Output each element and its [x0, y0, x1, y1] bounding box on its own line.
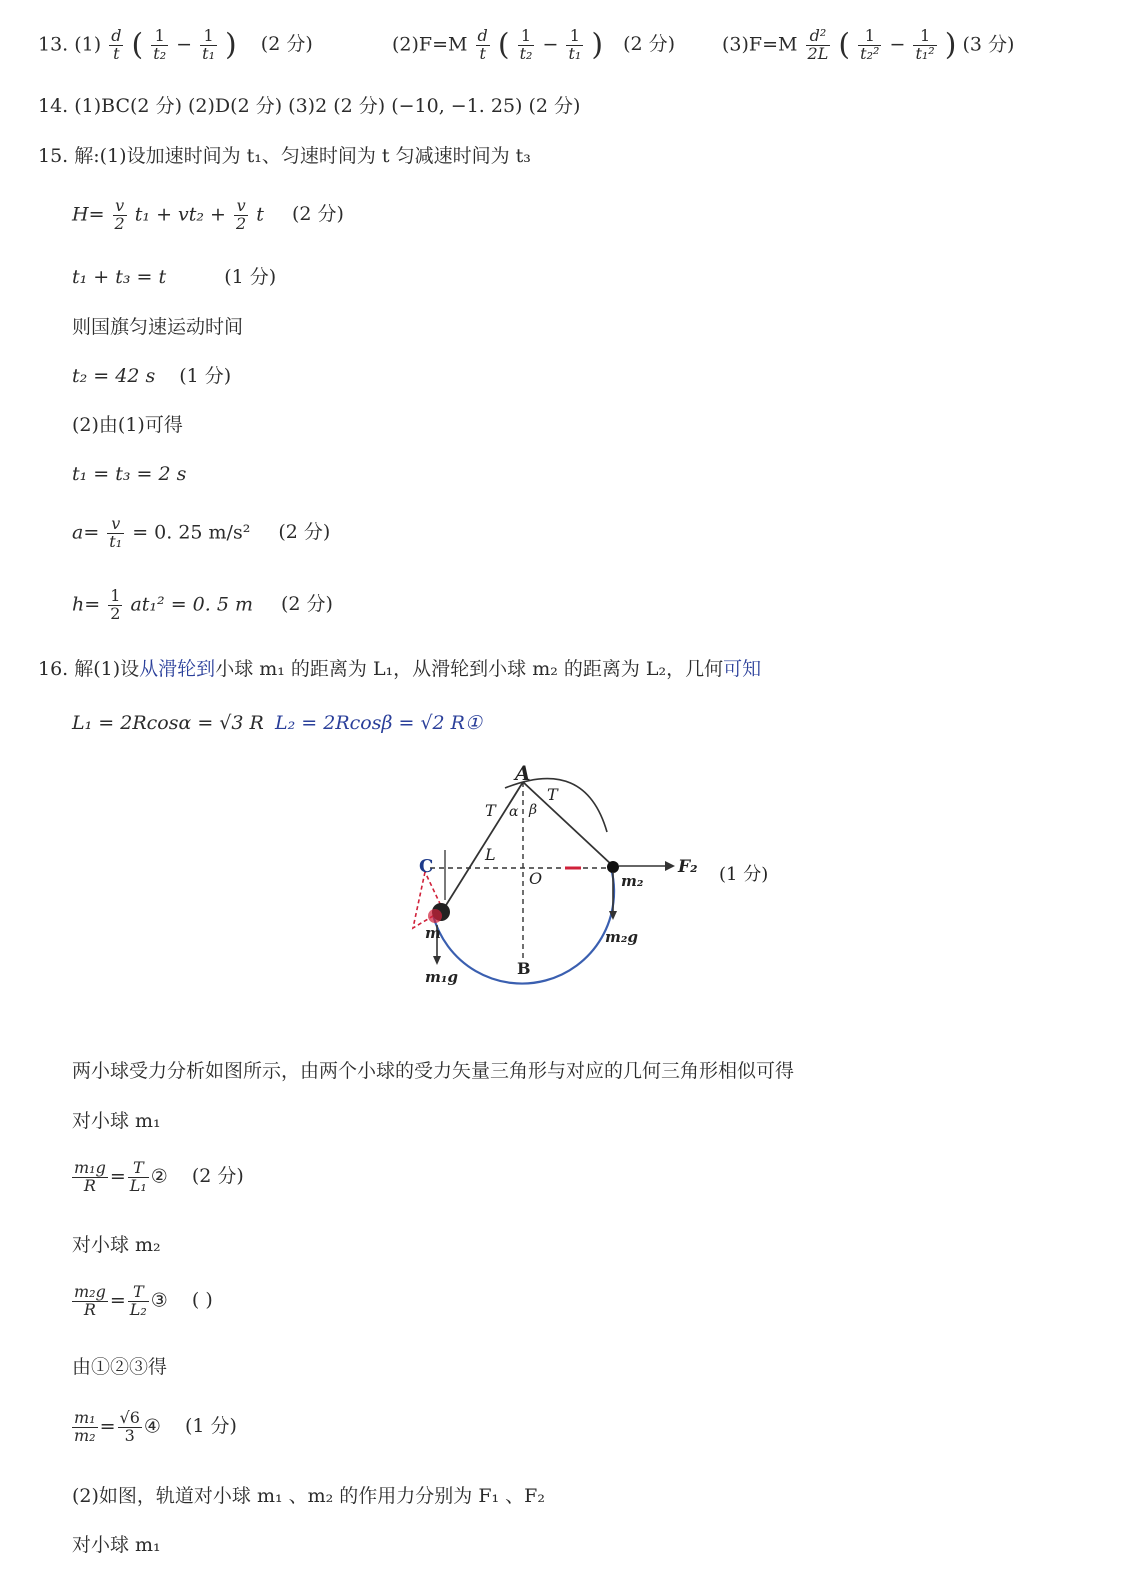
label-B: B: [517, 959, 531, 978]
ball-m1-highlight: [428, 909, 442, 923]
q16-part2: (2)如图，轨道对小球 m₁ 、m₂ 的作用力分别为 F₁ 、F₂: [72, 1485, 545, 1507]
q15-eq1-frac2: $\frac{v}{2}$: [236, 196, 247, 233]
q15-eq6-frac: $\frac{1}{2}$: [110, 586, 121, 623]
q13-p2-frac-a: $\frac{1}{\text{t₂}}$: [519, 26, 533, 63]
f2-arrowhead: [665, 861, 675, 871]
q15-eq5-score: (2 分): [278, 521, 331, 544]
rope-to-m2: [523, 782, 613, 866]
m1g-arrowhead: [433, 956, 441, 965]
q13-label: 13. (1): [38, 33, 102, 56]
q13-part3: (3)F=M $\frac{\text{d²}}{2L}$ ( $\frac{1}{\text{t₂²}}$ − $\frac{1}{\text{t₁²}}$ ) (3 分): [722, 26, 1015, 63]
label-m2: m₂: [621, 872, 644, 890]
q15-eq2: t₁ + t₃ = t (1 分): [72, 266, 277, 288]
q15-eq1-frac1: $\frac{v}{2}$: [114, 196, 125, 233]
q13-p2-fraction: $\frac{d}{t}$: [477, 26, 488, 63]
q16-eq4-frac2: $\frac{T}{\text{L₂}}$: [129, 1282, 147, 1319]
q13-p2-frac-b: $\frac{1}{\text{t₁}}$: [568, 26, 582, 63]
ball-m2: [607, 861, 619, 873]
q13-p3-frac-b: $\frac{1}{\text{t₁²}}$: [915, 26, 935, 63]
q16-from: 由①②③得: [72, 1356, 168, 1378]
q15-eq2-score: (1 分): [224, 266, 277, 288]
q16-eq4-frac1: $\frac{\text{m₂g}}{R}$: [74, 1282, 106, 1319]
q15-eq3-score: (1 分): [179, 365, 232, 387]
q16-eq3-frac2: $\frac{T}{\text{L₁}}$: [129, 1158, 147, 1195]
label-C: C: [419, 856, 434, 877]
q16-for-m2: 对小球 m₂: [72, 1234, 161, 1256]
q15-eq3: t₂ = 42 s (1 分): [72, 365, 232, 387]
label-L: L: [485, 845, 496, 864]
q16-eq5: $\frac{\text{m₁}}{\text{m₂}}$ = $\frac{√6}{3}$ ④ (1 分): [74, 1408, 237, 1445]
q13-p1-frac-b: $\frac{1}{\text{t₁}}$: [202, 26, 215, 63]
q16-eq2: L₂ = 2Rcosβ = √2 R①: [275, 712, 483, 734]
label-T-left: T: [485, 801, 496, 820]
q15-eq1-score: (2 分): [291, 203, 344, 226]
label-T-right: T: [547, 785, 558, 804]
q13-p3-frac-a: $\frac{1}{\text{t₂²}}$: [860, 26, 880, 63]
q13-p2-score: (2 分): [623, 33, 676, 56]
pulley-circle-diagram: [385, 760, 805, 1000]
label-alpha: α: [509, 804, 519, 820]
q13-p1-score: (2 分): [260, 33, 313, 56]
q16-eq5-frac1: $\frac{\text{m₁}}{\text{m₂}}$: [74, 1408, 96, 1445]
q15-eq5-frac: $\frac{v}{\text{t₁}}$: [109, 514, 123, 551]
label-O: O: [529, 869, 543, 888]
q13-p1-frac-a: $\frac{1}{\text{t₂}}$: [153, 26, 167, 63]
q15-eq5: a= $\frac{v}{\text{t₁}}$ = 0. 25 m/s² (2 分): [72, 514, 331, 551]
q15-intro: 15. 解:(1)设加速时间为 t₁、匀速时间为 t 匀减速时间为 t₃: [38, 145, 531, 167]
q14-line: 14. (1)BC(2 分) (2)D(2 分) (3)2 (2 分) (−10, −1. 25) (2 分): [38, 95, 581, 117]
q16-for-m1-b: 对小球 m₁: [72, 1534, 161, 1556]
q16-eq5-score: (1 分): [184, 1415, 237, 1438]
label-beta: β: [529, 802, 538, 818]
q16-analysis: 两小球受力分析如图所示，由两个小球的受力矢量三角形与对应的几何三角形相似可得: [72, 1060, 795, 1082]
q13-p1-fraction: $\frac{d}{t}$: [111, 26, 122, 63]
q13-p3-score: (3 分): [962, 33, 1015, 56]
q16-eq4-score: ( ): [191, 1289, 213, 1312]
q16-eq3-frac1: $\frac{\text{m₁g}}{R}$: [74, 1158, 106, 1195]
q15-eq6: h= $\frac{1}{2}$ at₁² = 0. 5 m (2 分): [72, 586, 333, 623]
q13-line: 13. (1) $\frac{d}{t}$ ( $\frac{1}{\text{t₂}}$ − $\frac{1}{\text{t₁}}$ ) (2 分): [38, 26, 313, 63]
q15-eq1: H= $\frac{v}{2}$ t₁ + vt₂ + $\frac{v}{2}$ t (2 分): [72, 196, 344, 233]
q16-eq1: L₁ = 2Rcosα = √3 R: [72, 712, 264, 734]
q16-eq5-frac2: $\frac{√6}{3}$: [119, 1408, 140, 1445]
q15-eq4: t₁ = t₃ = 2 s: [72, 463, 187, 485]
label-A: A: [515, 761, 531, 785]
q16-eq4: $\frac{\text{m₂g}}{R}$ = $\frac{T}{\text{L₂}}$ ③ ( ): [74, 1282, 213, 1319]
q16-intro: 16. 解(1)设从滑轮到小球 m₁ 的距离为 L₁，从滑轮到小球 m₂ 的距离为 L₂，几何可知: [38, 658, 762, 680]
q15-part2: (2)由(1)可得: [72, 414, 183, 436]
label-F2: F₂: [678, 857, 698, 877]
label-m2g: m₂g: [605, 928, 638, 946]
label-m1g: m₁g: [425, 968, 458, 986]
label-m1: m: [425, 924, 441, 942]
q16-eq3-score: (2 分): [191, 1165, 244, 1188]
q15-eq6-score: (2 分): [281, 593, 333, 616]
q13-part2: (2)F=M $\frac{d}{t}$ ( $\frac{1}{\text{t₂}}$ − $\frac{1}{\text{t₁}}$ ) (2 分): [392, 26, 676, 63]
q16-eq3: $\frac{\text{m₁g}}{R}$ = $\frac{T}{\text{L₁}}$ ② (2 分): [74, 1158, 244, 1195]
diagram-score: (1 分): [719, 864, 769, 885]
q15-note: 则国旗匀速运动时间: [72, 316, 244, 338]
rope-to-m1: [443, 782, 523, 910]
q13-p3-fraction: $\frac{\text{d²}}{2L}$: [807, 26, 829, 63]
q16-for-m1: 对小球 m₁: [72, 1110, 161, 1132]
